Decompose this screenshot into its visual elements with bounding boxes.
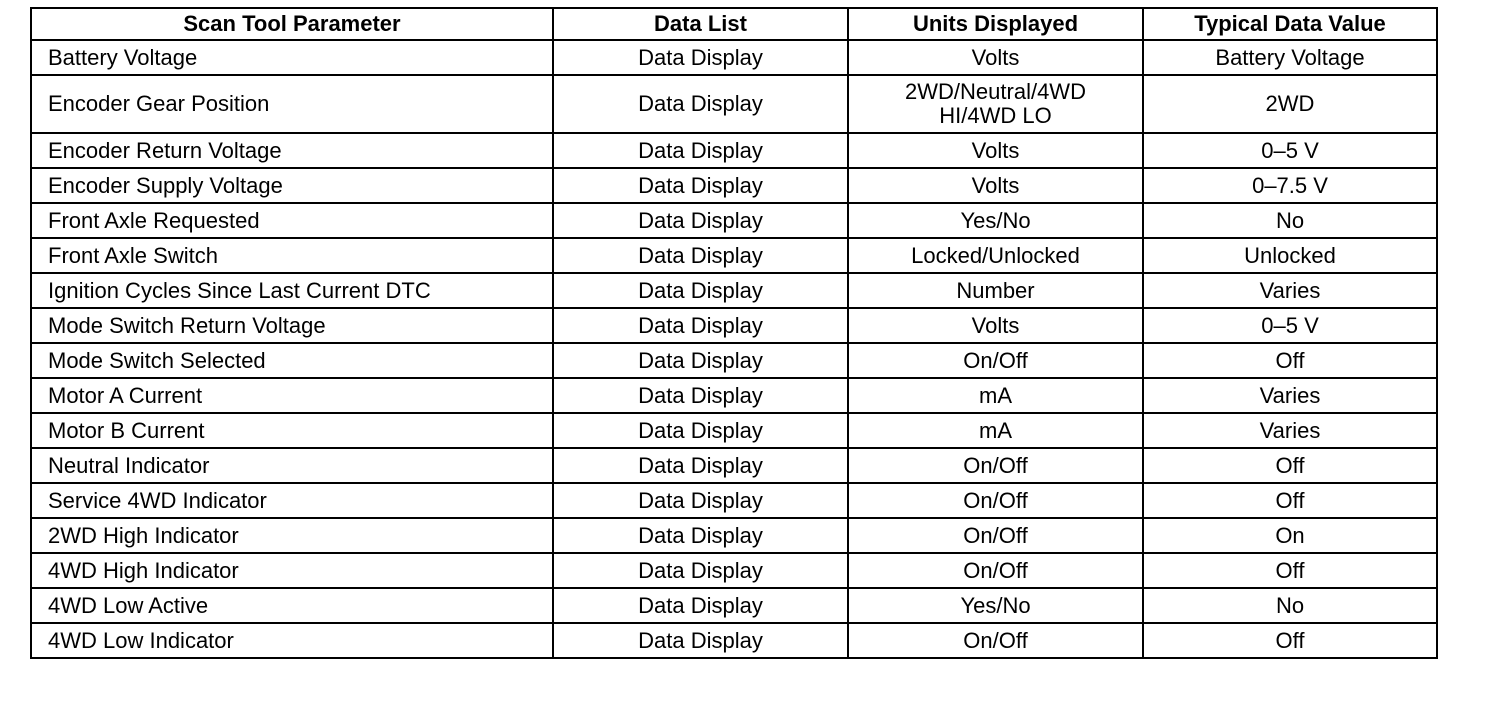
cell-units-displayed: Volts <box>848 168 1143 203</box>
cell-typical-data-value: Unlocked <box>1143 238 1437 273</box>
header-units-displayed: Units Displayed <box>848 8 1143 40</box>
cell-typical-data-value: Off <box>1143 623 1437 658</box>
header-scan-tool-parameter: Scan Tool Parameter <box>31 8 553 40</box>
cell-parameter: 4WD High Indicator <box>31 553 553 588</box>
scan-tool-data-table <box>30 7 1438 659</box>
table-row <box>31 588 1437 623</box>
cell-units-displayed: On/Off <box>848 623 1143 658</box>
table-row <box>31 413 1437 448</box>
cell-units-displayed: On/Off <box>848 343 1143 378</box>
cell-typical-data-value: Off <box>1143 343 1437 378</box>
cell-units-displayed: Volts <box>848 40 1143 75</box>
cell-units-displayed: On/Off <box>848 483 1143 518</box>
table-row <box>31 75 1437 133</box>
cell-data-list: Data Display <box>553 203 848 238</box>
cell-typical-data-value: Off <box>1143 553 1437 588</box>
cell-units-displayed: Yes/No <box>848 588 1143 623</box>
cell-units-displayed: 2WD/Neutral/4WD HI/4WD LO <box>848 75 1143 133</box>
cell-units-displayed: On/Off <box>848 553 1143 588</box>
cell-typical-data-value: Off <box>1143 448 1437 483</box>
table-row <box>31 343 1437 378</box>
cell-data-list: Data Display <box>553 308 848 343</box>
cell-typical-data-value: Battery Voltage <box>1143 40 1437 75</box>
cell-parameter: Mode Switch Selected <box>31 343 553 378</box>
cell-units-displayed: mA <box>848 413 1143 448</box>
cell-typical-data-value: No <box>1143 588 1437 623</box>
cell-data-list: Data Display <box>553 413 848 448</box>
cell-typical-data-value: 2WD <box>1143 75 1437 133</box>
cell-units-displayed: Number <box>848 273 1143 308</box>
table-row <box>31 518 1437 553</box>
table-body <box>31 40 1437 658</box>
cell-typical-data-value: Varies <box>1143 378 1437 413</box>
cell-data-list: Data Display <box>553 448 848 483</box>
cell-parameter: Battery Voltage <box>31 40 553 75</box>
header-typical-data-value: Typical Data Value <box>1143 8 1437 40</box>
cell-units-displayed: Volts <box>848 308 1143 343</box>
table-row <box>31 623 1437 658</box>
cell-units-displayed: On/Off <box>848 518 1143 553</box>
table-row <box>31 168 1437 203</box>
cell-data-list: Data Display <box>553 75 848 133</box>
header-data-list: Data List <box>553 8 848 40</box>
cell-typical-data-value: On <box>1143 518 1437 553</box>
cell-typical-data-value: Varies <box>1143 413 1437 448</box>
cell-units-displayed: Volts <box>848 133 1143 168</box>
cell-typical-data-value: 0–5 V <box>1143 133 1437 168</box>
cell-data-list: Data Display <box>553 588 848 623</box>
cell-data-list: Data Display <box>553 133 848 168</box>
cell-parameter: Motor A Current <box>31 378 553 413</box>
cell-units-displayed: Yes/No <box>848 203 1143 238</box>
cell-parameter: 4WD Low Indicator <box>31 623 553 658</box>
cell-data-list: Data Display <box>553 273 848 308</box>
table-row <box>31 448 1437 483</box>
cell-parameter: Mode Switch Return Voltage <box>31 308 553 343</box>
cell-data-list: Data Display <box>553 518 848 553</box>
cell-parameter: Ignition Cycles Since Last Current DTC <box>31 273 553 308</box>
table-row <box>31 378 1437 413</box>
cell-parameter: Neutral Indicator <box>31 448 553 483</box>
table-row <box>31 483 1437 518</box>
table-row <box>31 273 1437 308</box>
cell-units-displayed: Locked/Unlocked <box>848 238 1143 273</box>
cell-data-list: Data Display <box>553 238 848 273</box>
cell-units-displayed: On/Off <box>848 448 1143 483</box>
table-row <box>31 308 1437 343</box>
cell-parameter: Motor B Current <box>31 413 553 448</box>
cell-parameter: Front Axle Switch <box>31 238 553 273</box>
cell-typical-data-value: Varies <box>1143 273 1437 308</box>
cell-parameter: Encoder Return Voltage <box>31 133 553 168</box>
cell-data-list: Data Display <box>553 40 848 75</box>
cell-typical-data-value: Off <box>1143 483 1437 518</box>
cell-typical-data-value: 0–7.5 V <box>1143 168 1437 203</box>
cell-parameter: Encoder Supply Voltage <box>31 168 553 203</box>
table-row <box>31 238 1437 273</box>
table-header-row <box>31 8 1437 40</box>
cell-typical-data-value: No <box>1143 203 1437 238</box>
table-row <box>31 40 1437 75</box>
table-row <box>31 133 1437 168</box>
cell-data-list: Data Display <box>553 623 848 658</box>
cell-parameter: Encoder Gear Position <box>31 75 553 133</box>
cell-data-list: Data Display <box>553 343 848 378</box>
cell-units-displayed: mA <box>848 378 1143 413</box>
cell-data-list: Data Display <box>553 553 848 588</box>
table-row <box>31 553 1437 588</box>
cell-data-list: Data Display <box>553 483 848 518</box>
cell-parameter: 4WD Low Active <box>31 588 553 623</box>
cell-parameter: Front Axle Requested <box>31 203 553 238</box>
cell-typical-data-value: 0–5 V <box>1143 308 1437 343</box>
cell-data-list: Data Display <box>553 168 848 203</box>
cell-parameter: 2WD High Indicator <box>31 518 553 553</box>
table-row <box>31 203 1437 238</box>
cell-parameter: Service 4WD Indicator <box>31 483 553 518</box>
cell-data-list: Data Display <box>553 378 848 413</box>
